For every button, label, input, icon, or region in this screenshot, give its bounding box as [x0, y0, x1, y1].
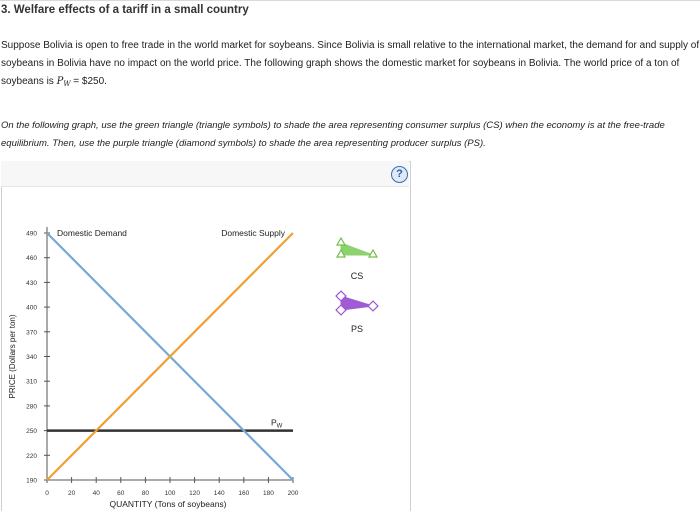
y-tick-label: 190: [26, 477, 37, 485]
ps-label: PS: [350, 324, 364, 334]
x-tick-label: 0: [45, 490, 49, 497]
y-tick-label: 370: [26, 329, 37, 337]
intro-text-2: = $250.: [70, 76, 107, 87]
y-axis-title: PRICE (Dollars per ton): [8, 314, 17, 399]
ps-triangle-tool[interactable]: [336, 291, 378, 334]
world-price-label: $P_W$: [271, 417, 283, 430]
x-tick-label: 180: [262, 490, 274, 497]
x-tick-label: 120: [189, 490, 201, 497]
y-tick-label: 250: [26, 428, 37, 436]
ps-triangle-shape[interactable]: [341, 296, 373, 310]
x-tick-label: 140: [213, 490, 225, 497]
x-tick-label: 100: [164, 490, 176, 497]
y-tick-label: 400: [26, 304, 37, 312]
y-tick-label: 430: [26, 279, 37, 287]
domestic-supply-label: Domestic Supply: [221, 228, 285, 238]
help-button[interactable]: ?: [391, 166, 408, 183]
cs-triangle-shape[interactable]: [341, 243, 373, 255]
x-tick-label: 160: [238, 490, 250, 497]
y-tick-label: 220: [26, 452, 37, 460]
x-tick-label: 60: [117, 490, 125, 497]
y-tick-label: 340: [26, 354, 37, 361]
x-axis-title: QUANTITY (Tons of soybeans): [109, 499, 227, 509]
y-tick-label: 490: [26, 230, 37, 238]
x-tick-label: 40: [92, 490, 100, 497]
y-tick-label: 460: [26, 255, 37, 263]
cs-triangle-marker-left[interactable]: [337, 238, 345, 245]
x-tick-label: 80: [141, 490, 150, 497]
cs-label: CS: [350, 271, 364, 281]
chart-labels: [8, 228, 286, 509]
x-tick-label: 20: [67, 490, 76, 497]
ps-diamond-marker-right[interactable]: [368, 301, 378, 311]
chart-curves: [47, 233, 293, 480]
domestic-demand-label: Domestic Demand: [57, 228, 127, 238]
y-tick-label: 310: [26, 378, 37, 386]
x-tick-label: 200: [287, 490, 299, 497]
world-price-symbol: $P_W$: [56, 76, 71, 88]
y-tick-label: 280: [26, 403, 37, 411]
question-title: 3. Welfare effects of a tariff in a small country: [1, 4, 249, 16]
question-instructions: On the following graph, use the green triangle (triangle symbols) to shade the area representing consumer surplus (CS) when the economy is at the free-trade equilibrium. Then, use the purple triangle (diamond symbols) to shade the area representing producer surplus (PS).: [1, 120, 665, 149]
cs-triangle-tool[interactable]: [337, 238, 377, 281]
intro-text-1: Suppose Bolivia is open to free trade in the world market for soybeans. Since Bolivia is small relative to the international market, the demand for and supply of soybeans in Bolivia have no impact on the world price. The following graph shows the domestic market for soybeans in Bolivia. The world price of a ton of soybeans is: [1, 40, 700, 87]
